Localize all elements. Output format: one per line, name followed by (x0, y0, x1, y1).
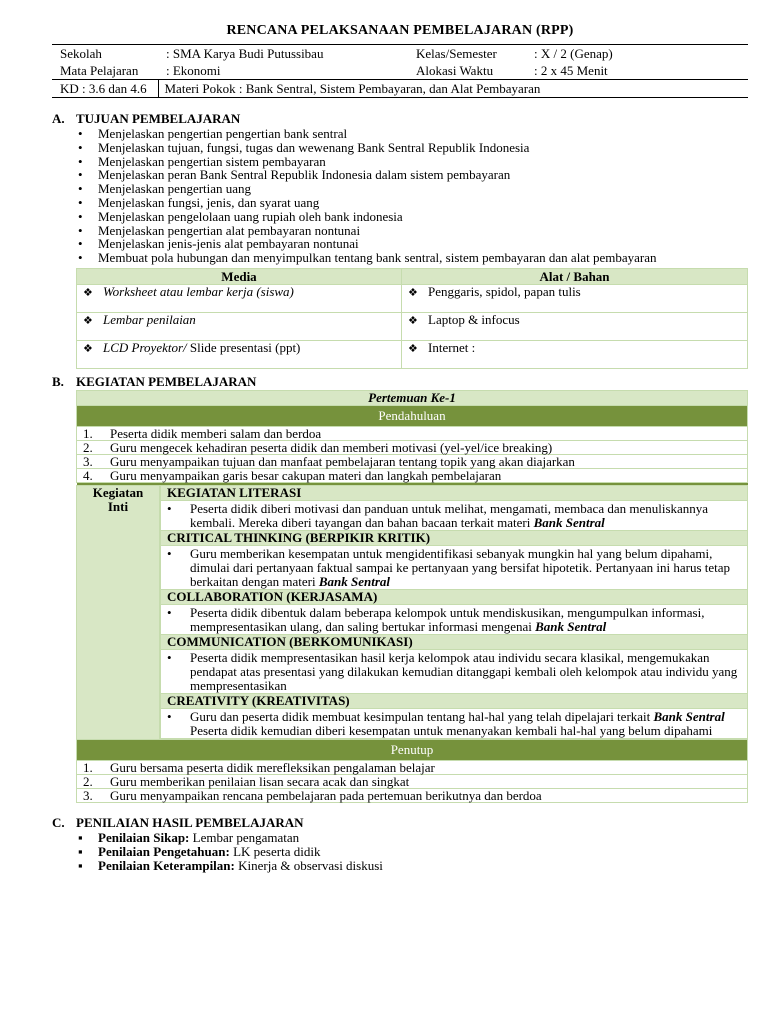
literasi-heading: KEGIATAN LITERASI (161, 486, 748, 501)
tujuan-text: Menjelaskan peran Bank Sentral Republik Indonesia dalam sistem pembayaran (98, 167, 511, 183)
tujuan-text: Menjelaskan pengertian alat pembayaran nontunai (98, 222, 361, 238)
alat-header: Alat / Bahan (402, 268, 748, 284)
media-cell (77, 284, 402, 312)
item-number: 3. (83, 453, 93, 469)
media-item-italic: Lembar penilaian (103, 311, 196, 327)
tujuan-text: Menjelaskan pengertian uang (98, 181, 252, 197)
tujuan-text: Menjelaskan pengelolaan uang rupiah oleh bank indonesia (98, 208, 403, 224)
penilaian-item (76, 859, 748, 873)
kelas-value: : X / 2 (Genap) (526, 45, 748, 63)
page-title: RENCANA PELAKSANAAN PEMBELAJARAN (RPP) (226, 23, 574, 38)
bullet-icon: • (78, 139, 83, 155)
square-bullet-icon: ▪ (78, 844, 83, 860)
pendahuluan-row (77, 426, 748, 440)
diamond-icon: ❖ (408, 314, 418, 327)
collaboration-item: • Peserta didik dibentuk dalam beberapa kelompok untuk mendiskusikan, mengumpulkan informasi, mempresentasikan ulang, dan saling bertukar informasi mengenai Bank Sentral (161, 605, 748, 635)
tujuan-list (52, 127, 748, 265)
item-number: 4. (83, 467, 93, 483)
diamond-icon: ❖ (83, 286, 93, 299)
kd-value: KD : 3.6 dan 4.6 (52, 80, 158, 98)
bullet-icon: • (78, 208, 83, 224)
penilaian-item (76, 831, 748, 845)
identity-table (52, 44, 748, 98)
pertemuan-label: Pertemuan Ke-1 (77, 390, 748, 405)
media-header: Media (77, 268, 402, 284)
diamond-icon: ❖ (408, 286, 418, 299)
sekolah-value: : SMA Karya Budi Putussibau (158, 45, 408, 63)
diamond-icon: ❖ (83, 342, 93, 355)
mapel-value: : Ekonomi (166, 63, 221, 78)
penilaian-list (52, 831, 748, 872)
mapel-label: Mata Pelajaran (60, 63, 139, 78)
tujuan-item (76, 196, 748, 210)
tujuan-text: Menjelaskan pengertian pengertian bank sentral (98, 126, 348, 141)
item-number: 2. (83, 774, 93, 790)
alat-item: Laptop & infocus (428, 311, 520, 327)
bullet-icon: • (78, 181, 83, 197)
item-text: Guru mengecek kehadiran peserta didik dan memberi motivasi (yel-yel/ice breaking) (110, 439, 553, 455)
item-number: 1. (83, 425, 93, 441)
creativity-heading: CREATIVITY (KREATIVITAS) (161, 694, 748, 709)
media-cell (77, 312, 402, 340)
section-c-heading: C. PENILAIAN HASIL PEMBELAJARAN (52, 815, 304, 831)
item-text: Peserta didik memberi salam dan berdoa (110, 425, 322, 441)
tujuan-item (76, 155, 748, 169)
sekolah-label: Sekolah (52, 45, 158, 63)
pendahuluan-row (77, 440, 748, 454)
creativity-item: • Guru dan peserta didik membuat kesimpulan tentang hal-hal yang telah dipelajari terkait Bank Sentral Peserta didik kemudian diberi kesempatan untuk menanyakan kembali hal-hal yang belum dipahami (161, 709, 748, 739)
alat-item: Internet : (428, 339, 476, 355)
kegiatan-inti-content (160, 485, 748, 740)
tujuan-item (76, 224, 748, 238)
item-text: Guru menyampaikan garis besar cakupan materi dan langkah pembelajaran (110, 467, 502, 483)
square-bullet-icon: ▪ (78, 858, 83, 874)
critical-item: • Guru memberikan kesempatan untuk mengidentifikasi sebanyak mungkin hal yang belum dipahami, dimulai dari pertanyaan faktual sampai ke pertanyaan yang bersifat hipotetik. Pertanyaan ini harus tetap berkaitan dengan materi Bank Sentral (161, 546, 748, 590)
communication-item: • Peserta didik mempresentasikan hasil kerja kelompok atau individu secara klasikal, mengemukakan pendapat atas presentasi yang dilakukan kemudian ditanggapi kembali oleh kelompok atau individu yang mempresentasikan (161, 650, 748, 694)
media-row (77, 340, 748, 368)
penutup-header: Penutup (77, 740, 748, 761)
media-row (77, 284, 748, 312)
media-cell (77, 340, 402, 368)
tujuan-text: Menjelaskan jenis-jenis alat pembayaran nontunai (98, 236, 359, 252)
penutup-row (77, 775, 748, 789)
media-table (76, 268, 748, 369)
alat-cell (402, 312, 748, 340)
bullet-icon: • (78, 167, 83, 183)
critical-heading: CRITICAL THINKING (BERPIKIR KRITIK) (161, 531, 748, 546)
tujuan-item (76, 168, 748, 182)
collaboration-heading: COLLABORATION (KERJASAMA) (161, 590, 748, 605)
tujuan-item (76, 141, 748, 155)
media-item-plain: Slide presentasi (ppt) (186, 339, 301, 355)
item-text: Guru bersama peserta didik merefleksikan pengalaman belajar (110, 760, 435, 776)
media-row (77, 312, 748, 340)
tujuan-text: Membuat pola hubungan dan menyimpulkan tentang bank sentral, sistem pembayaran dan alat pembayaran (98, 250, 657, 266)
media-item-italic: Worksheet atau lembar kerja (siswa) (103, 283, 294, 299)
pendahuluan-row (77, 468, 748, 482)
penilaian-value: LK peserta didik (229, 844, 321, 860)
penilaian-item (76, 845, 748, 859)
square-bullet-icon: ▪ (78, 830, 83, 846)
bullet-icon: • (78, 126, 83, 141)
tujuan-item (76, 210, 748, 224)
bullet-icon: • (78, 194, 83, 210)
item-number: 1. (83, 760, 93, 776)
pendahuluan-header: Pendahuluan (77, 405, 748, 426)
item-number: 2. (83, 439, 93, 455)
kegiatan-inti-label: Kegiatan Inti (77, 485, 160, 740)
penilaian-label: Penilaian Pengetahuan: (98, 844, 230, 860)
media-item-italic: LCD Proyektor/ (103, 339, 187, 355)
tujuan-item (76, 127, 748, 141)
alokasi-label: Alokasi Waktu (416, 63, 494, 78)
document-page (52, 0, 748, 873)
penutup-row (77, 761, 748, 775)
tujuan-text: Menjelaskan pengertian sistem pembayaran (98, 153, 326, 169)
penilaian-value: Lembar pengamatan (189, 830, 300, 846)
penutup-row (77, 789, 748, 803)
penilaian-value: Kinerja & observasi diskusi (234, 858, 383, 874)
penilaian-label: Penilaian Sikap: (98, 830, 190, 846)
bullet-icon: • (78, 222, 83, 238)
diamond-icon: ❖ (408, 342, 418, 355)
alat-item: Penggaris, spidol, papan tulis (428, 283, 581, 299)
item-number: 3. (83, 788, 93, 804)
diamond-icon: ❖ (83, 314, 93, 327)
alat-cell (402, 340, 748, 368)
communication-heading: COMMUNICATION (BERKOMUNIKASI) (161, 635, 748, 650)
bullet-icon: • (78, 153, 83, 169)
item-text: Guru memberikan penilaian lisan secara acak dan singkat (110, 774, 410, 790)
pendahuluan-row (77, 454, 748, 468)
item-text: Guru menyampaikan rencana pembelajaran pada pertemuan berikutnya dan berdoa (110, 788, 542, 804)
bullet-icon: • (78, 250, 83, 266)
tujuan-item (76, 237, 748, 251)
tujuan-text: Menjelaskan fungsi, jenis, dan syarat uang (98, 194, 320, 210)
tujuan-text: Menjelaskan tujuan, fungsi, tugas dan wewenang Bank Sentral Republik Indonesia (98, 139, 530, 155)
bullet-icon: • (78, 236, 83, 252)
literasi-item: • Peserta didik diberi motivasi dan panduan untuk melihat, mengamati, membaca dan menuliskannya kembali. Mereka diberi tayangan dan bahan bacaan terkait materi Bank Sentral (161, 501, 748, 531)
section-b-heading: B. KEGIATAN PEMBELAJARAN (52, 373, 257, 389)
penilaian-label: Penilaian Keterampilan: (98, 858, 235, 874)
tujuan-item (76, 251, 748, 265)
alat-cell (402, 284, 748, 312)
item-text: Guru menyampaikan tujuan dan manfaat pembelajaran tentang topik yang akan diajarkan (110, 453, 575, 469)
section-a-heading: A. TUJUAN PEMBELAJARAN (52, 111, 241, 126)
materi-pokok: Materi Pokok : Bank Sentral, Sistem Pembayaran, dan Alat Pembayaran (158, 80, 748, 98)
kelas-label: Kelas/Semester (408, 45, 526, 63)
alokasi-value: : 2 x 45 Menit (534, 63, 608, 78)
tujuan-item (76, 182, 748, 196)
kegiatan-table (76, 390, 748, 804)
